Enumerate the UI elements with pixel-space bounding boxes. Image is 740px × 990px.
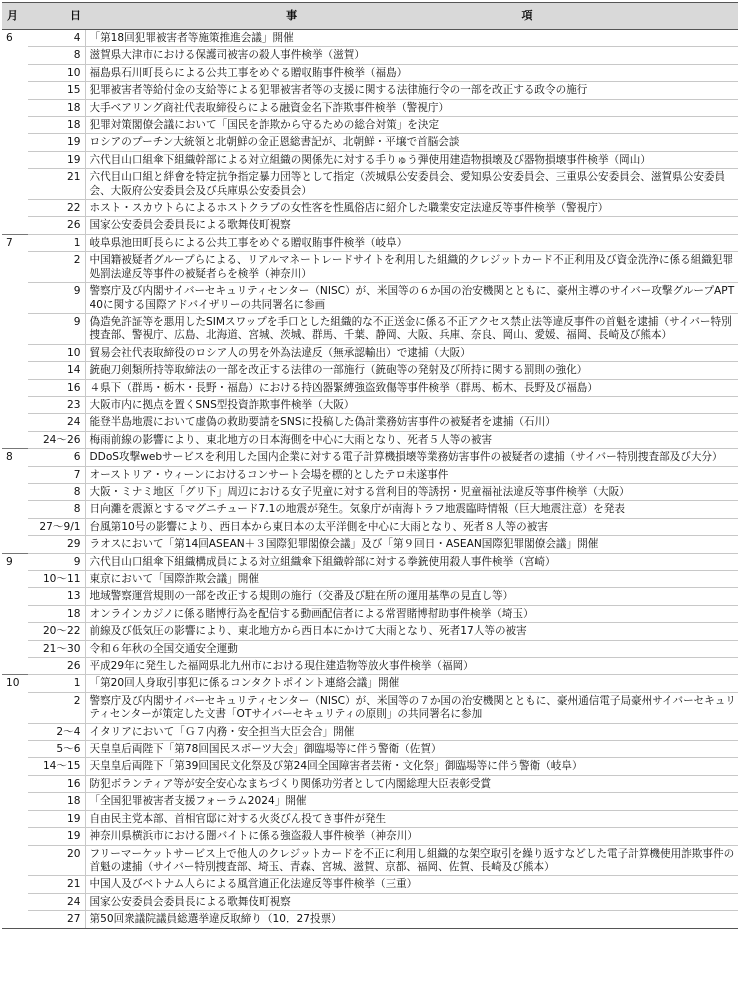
month-cell: [2, 344, 28, 361]
event-cell: オーストリア・ウィーンにおけるコンサート会場を標的としたテロ未遂事件: [85, 466, 738, 483]
table-row: [2, 845, 738, 876]
month-cell: [2, 313, 28, 344]
day-cell: 27: [28, 911, 85, 928]
day-cell: 24〜26: [28, 431, 85, 448]
event-cell: 大阪市内に拠点を置くSNS型投資詐欺事件検挙（大阪）: [85, 396, 738, 413]
day-cell: 21: [28, 169, 85, 200]
table-row: [2, 658, 738, 675]
table-row: [2, 234, 738, 251]
month-cell: [2, 117, 28, 134]
day-cell: 10: [28, 64, 85, 81]
day-cell: 16: [28, 379, 85, 396]
month-cell: [2, 775, 28, 792]
event-cell: 中国籍被疑者グループらによる、リアルマネートレードサイトを利用した組織的クレジットカード不正利用及び資金洗浄に係る組織犯罪処罰法違反等事件の被疑者らを検挙（神奈川）: [85, 252, 738, 283]
month-cell: [2, 431, 28, 448]
month-cell: [2, 623, 28, 640]
event-cell: 警察庁及び内閣サイバーセキュリティセンター（NISC）が、米国等の７か国の治安機関とともに、豪州通信電子局豪州サイバーセキュリティセンターが策定した文書「OTサイバーセキュリティの原則」の共同署名に参加: [85, 692, 738, 723]
month-cell: 10: [2, 675, 28, 692]
day-cell: 1: [28, 675, 85, 692]
table-row: [2, 675, 738, 692]
event-cell: 岐阜県池田町長らによる公共工事をめぐる贈収賄事件検挙（岐阜）: [85, 234, 738, 251]
day-cell: 2: [28, 252, 85, 283]
table-row: [2, 313, 738, 344]
day-cell: 4: [28, 30, 85, 47]
month-cell: [2, 810, 28, 827]
month-cell: [2, 911, 28, 928]
event-cell: 天皇皇后両陛下「第39回国民文化祭及び第24回全国障害者芸術・文化祭」御臨場等に伴う警衛（岐阜）: [85, 758, 738, 775]
day-cell: 10: [28, 344, 85, 361]
month-cell: [2, 571, 28, 588]
month-cell: [2, 151, 28, 168]
day-cell: 18: [28, 99, 85, 116]
day-cell: 18: [28, 605, 85, 622]
table-row: [2, 283, 738, 314]
day-cell: 10〜11: [28, 571, 85, 588]
table-row: [2, 151, 738, 168]
event-cell: 前線及び低気圧の影響により、東北地方から西日本にかけて大雨となり、死者17人等の被害: [85, 623, 738, 640]
month-cell: 8: [2, 449, 28, 466]
table-row: [2, 536, 738, 553]
month-cell: [2, 640, 28, 657]
day-cell: 8: [28, 501, 85, 518]
day-cell: 5〜6: [28, 741, 85, 758]
event-cell: オンラインカジノに係る賭博行為を配信する動画配信者による常習賭博幇助事件検挙（埼玉）: [85, 605, 738, 622]
table-row: [2, 911, 738, 928]
event-cell: ４県下（群馬・栃木・長野・福島）における持凶器緊縛強盗致傷等事件検挙（群馬、栃木、長野及び福島）: [85, 379, 738, 396]
month-header: 月: [2, 3, 28, 30]
table-row: [2, 876, 738, 893]
event-cell: 神奈川県横浜市における闇バイトに係る強盗殺人事件検挙（神奈川）: [85, 828, 738, 845]
day-cell: 13: [28, 588, 85, 605]
month-cell: [2, 845, 28, 876]
event-cell: 台風第10号の影響により、西日本から東日本の太平洋側を中心に大雨となり、死者８人等の被害: [85, 518, 738, 535]
day-cell: 14〜15: [28, 758, 85, 775]
month-cell: [2, 518, 28, 535]
event-header-right: 項: [521, 9, 537, 23]
month-cell: [2, 82, 28, 99]
table-row: [2, 217, 738, 234]
table-row: [2, 134, 738, 151]
event-cell: 「全国犯罪被害者支援フォーラム2024」開催: [85, 793, 738, 810]
table-row: [2, 501, 738, 518]
event-cell: 天皇皇后両陛下「第78回国民スポーツ大会」御臨場等に伴う警衛（佐賀）: [85, 741, 738, 758]
day-cell: 21: [28, 876, 85, 893]
month-cell: [2, 793, 28, 810]
event-cell: 貿易会社代表取締役のロシア人の男を外為法違反（無承認輸出）で逮捕（大阪）: [85, 344, 738, 361]
table-body: [2, 30, 738, 929]
day-cell: 24: [28, 414, 85, 431]
table-row: [2, 466, 738, 483]
event-cell: ロシアのプーチン大統領と北朝鮮の金正恩総書記が、北朝鮮・平壌で首脳会談: [85, 134, 738, 151]
event-cell: 防犯ボランティア等が安全安心なまちづくり関係功労者として内閣総理大臣表彰受賞: [85, 775, 738, 792]
month-cell: 7: [2, 234, 28, 251]
table-row: [2, 483, 738, 500]
day-cell: 8: [28, 483, 85, 500]
event-cell: 第50回衆議院議員総選挙違反取締り（10．27投票）: [85, 911, 738, 928]
month-cell: [2, 828, 28, 845]
month-cell: [2, 893, 28, 910]
table-header: [2, 3, 738, 30]
table-row: [2, 82, 738, 99]
day-cell: 18: [28, 793, 85, 810]
month-cell: [2, 876, 28, 893]
event-cell: 令和６年秋の全国交通安全運動: [85, 640, 738, 657]
day-cell: 20: [28, 845, 85, 876]
month-cell: 6: [6, 32, 13, 44]
day-cell: 27〜9/1: [28, 518, 85, 535]
table-row: [2, 64, 738, 81]
day-cell: 21〜30: [28, 640, 85, 657]
table-row: [2, 379, 738, 396]
month-cell: [2, 379, 28, 396]
table-row: [2, 30, 738, 47]
month-cell: [2, 396, 28, 413]
month-cell: [2, 47, 28, 64]
event-cell: 梅雨前線の影響により、東北地方の日本海側を中心に大雨となり、死者５人等の被害: [85, 431, 738, 448]
event-cell: 犯罪被害者等給付金の支給等による犯罪被害者等の支援に関する法律施行令の一部を改正する政令の施行: [85, 82, 738, 99]
day-cell: 15: [28, 82, 85, 99]
month-cell: [2, 414, 28, 431]
month-cell: [2, 64, 28, 81]
table-row: [2, 553, 738, 570]
event-cell: ホスト・スカウトらによるホストクラブの女性客を性風俗店に紹介した職業安定法違反等事件検挙（警視庁）: [85, 200, 738, 217]
event-cell: 「第18回犯罪被害者等施策推進会議」開催: [85, 30, 738, 47]
month-cell: [2, 200, 28, 217]
day-cell: 18: [28, 117, 85, 134]
event-cell: 銃砲刀剣類所持等取締法の一部を改正する法律の一部施行（銃砲等の発射及び所持に関する罰則の強化）: [85, 362, 738, 379]
month-cell: [2, 483, 28, 500]
day-cell: 26: [28, 217, 85, 234]
day-cell: 19: [28, 810, 85, 827]
table-row: [2, 758, 738, 775]
month-cell: [2, 217, 28, 234]
event-cell: 警察庁及び内閣サイバーセキュリティセンター（NISC）が、米国等の６か国の治安機関とともに、豪州主導のサイバー攻撃グループAPT40に関する国際アドバイザリーの共同署名に参画: [85, 283, 738, 314]
event-cell: 犯罪対策閣僚会議において「国民を詐欺から守るための総合対策」を決定: [85, 117, 738, 134]
month-cell: [2, 134, 28, 151]
table-row: [2, 810, 738, 827]
table-row: [2, 692, 738, 723]
event-cell: 国家公安委員会委員長による歌舞伎町視察: [85, 217, 738, 234]
day-header: 日: [28, 3, 85, 30]
day-cell: 19: [28, 134, 85, 151]
event-cell: 偽造免許証等を悪用したSIMスワップを手口とした組織的な不正送金に係る不正アクセス禁止法等違反事件の首魁を逮捕（サイバー特別捜査部、警視庁、広島、北海道、宮城、茨城、群馬、千葉、静岡、大阪、兵庫、奈良、岡山、愛媛、福岡、長崎及び熊本）: [85, 313, 738, 344]
month-cell: [2, 252, 28, 283]
month-cell: [2, 362, 28, 379]
table-row: [2, 588, 738, 605]
table-row: [2, 169, 738, 200]
month-cell: [2, 723, 28, 740]
table-row: [2, 741, 738, 758]
table-row: [2, 518, 738, 535]
event-cell: 大手ベアリング商社代表取締役らによる融資金名下詐欺事件検挙（警視庁）: [85, 99, 738, 116]
table-row: [2, 117, 738, 134]
table-row: [2, 344, 738, 361]
event-cell: 平成29年に発生した福岡県北九州市における現住建造物等放火事件検挙（福岡）: [85, 658, 738, 675]
event-cell: 滋賀県大津市における保護司被害の殺人事件検挙（滋賀）: [85, 47, 738, 64]
table-row: [2, 252, 738, 283]
day-cell: 24: [28, 893, 85, 910]
month-cell: [2, 99, 28, 116]
day-cell: 2: [28, 692, 85, 723]
month-cell: [2, 741, 28, 758]
day-cell: 20〜22: [28, 623, 85, 640]
event-cell: イタリアにおいて「Ｇ７内務・安全担当大臣会合」開催: [85, 723, 738, 740]
event-cell: 日向灘を震源とするマグニチュード7.1の地震が発生。気象庁が南海トラフ地震臨時情報（巨大地震注意）を発表: [85, 501, 738, 518]
table-row: [2, 200, 738, 217]
table-row: [2, 431, 738, 448]
table-row: [2, 414, 738, 431]
day-cell: 29: [28, 536, 85, 553]
table-row: [2, 775, 738, 792]
table-row: [2, 623, 738, 640]
event-cell: 福島県石川町長らによる公共工事をめぐる贈収賄事件検挙（福島）: [85, 64, 738, 81]
day-cell: 7: [28, 466, 85, 483]
table-row: [2, 99, 738, 116]
table-row: [2, 396, 738, 413]
day-cell: 6: [28, 449, 85, 466]
table-row: [2, 793, 738, 810]
event-cell: 東京において「国際詐欺会議」開催: [85, 571, 738, 588]
day-cell: 2〜4: [28, 723, 85, 740]
event-cell: 能登半島地震において虚偽の救助要請をSNSに投稿した偽計業務妨害事件の被疑者を逮捕（石川）: [85, 414, 738, 431]
day-cell: 19: [28, 151, 85, 168]
month-cell: [2, 169, 28, 200]
month-cell: [2, 605, 28, 622]
chronology-table: [2, 2, 738, 929]
table-row: [2, 893, 738, 910]
table-row: [2, 640, 738, 657]
table-row: [2, 605, 738, 622]
table-row: [2, 571, 738, 588]
month-cell: [2, 658, 28, 675]
month-cell: [2, 501, 28, 518]
event-cell: ラオスにおいて「第14回ASEAN＋３国際犯罪閣僚会議」及び「第９回日・ASEAN国際犯罪閣僚会議」開催: [85, 536, 738, 553]
event-cell: 「第20回人身取引事犯に係るコンタクトポイント連絡会議」開催: [85, 675, 738, 692]
day-cell: 26: [28, 658, 85, 675]
table-row: [2, 362, 738, 379]
event-header: [85, 3, 738, 30]
table-row: [2, 47, 738, 64]
event-cell: フリーマーケットサービス上で他人のクレジットカードを不正に利用し組織的な架空取引を繰り返すなどした電子計算機使用詐欺事件の首魁の逮捕（サイバー特別捜査部、埼玉、青森、宮城、滋賀、京都、福岡、佐賀、長崎及び熊本）: [85, 845, 738, 876]
event-cell: 六代目山口組傘下組織幹部による対立組織の関係先に対する手りゅう弾使用建造物損壊及び器物損壊事件検挙（岡山）: [85, 151, 738, 168]
event-cell: 自由民主党本部、首相官邸に対する火炎びん投てき事件が発生: [85, 810, 738, 827]
month-cell: 9: [2, 553, 28, 570]
event-cell: 大阪・ミナミ地区「グリ下」周辺における女子児童に対する営利目的等誘拐・児童福祉法違反等事件検挙（大阪）: [85, 483, 738, 500]
event-cell: 六代目山口組と絆會を特定抗争指定暴力団等として指定（茨城県公安委員会、愛知県公安委員会、三重県公安委員会、滋賀県公安委員会、大阪府公安委員会及び兵庫県公安委員会）: [85, 169, 738, 200]
event-cell: DDoS攻撃webサービスを利用した国内企業に対する電子計算機損壊等業務妨害事件の被疑者の逮捕（サイバー特別捜査部及び大分）: [85, 449, 738, 466]
day-cell: 23: [28, 396, 85, 413]
table-row: [2, 449, 738, 466]
event-cell: 中国人及びベトナム人らによる風営適正化法違反等事件検挙（三重）: [85, 876, 738, 893]
month-cell: [2, 536, 28, 553]
day-cell: 9: [28, 313, 85, 344]
month-cell: [2, 283, 28, 314]
event-cell: 国家公安委員会委員長による歌舞伎町視察: [85, 893, 738, 910]
month-cell: [2, 692, 28, 723]
day-cell: 22: [28, 200, 85, 217]
day-cell: 16: [28, 775, 85, 792]
table-row: [2, 723, 738, 740]
day-cell: 8: [28, 47, 85, 64]
day-cell: 1: [28, 234, 85, 251]
event-cell: 地域警察運営規則の一部を改正する規則の施行（交番及び駐在所の運用基準の見直し等）: [85, 588, 738, 605]
month-cell: [2, 588, 28, 605]
day-cell: 9: [28, 553, 85, 570]
event-header-left: 事: [286, 9, 302, 23]
day-cell: 19: [28, 828, 85, 845]
event-cell: 六代目山口組傘下組織構成員による対立組織傘下組織幹部に対する拳銃使用殺人事件検挙（宮崎）: [85, 553, 738, 570]
month-cell: [2, 466, 28, 483]
table-row: [2, 828, 738, 845]
day-cell: 14: [28, 362, 85, 379]
month-cell: [2, 758, 28, 775]
day-cell: 9: [28, 283, 85, 314]
